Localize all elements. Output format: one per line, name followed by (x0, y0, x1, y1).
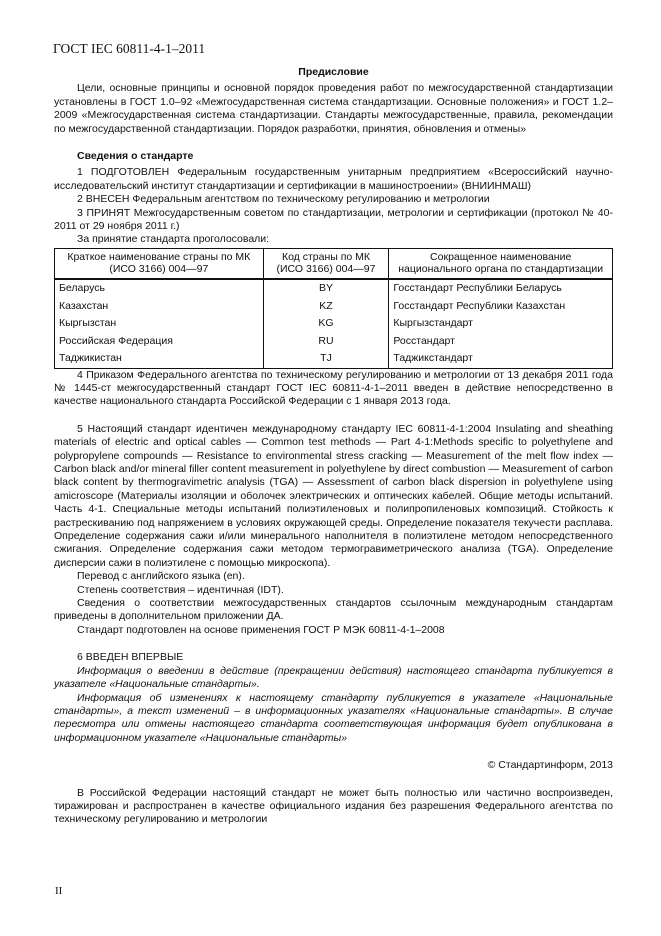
table-cell-country: Казахстан (55, 298, 264, 316)
info-item-2: 2 ВНЕСЕН Федеральным агентством по техническому регулированию и метрологии (77, 193, 490, 206)
table-header-code: Код страны по МК (ИСО 3166) 004—97 (263, 248, 389, 279)
foreword-intro: Цели, основные принципы и основной порядок проведения работ по межгосударственной стандартизации установлены в ГОСТ 1.0–92 «Межгосударственная система стандартизации. Основные положения» и ГОСТ 1.2–2009 «Межгосударственная система стандартизации. Стандарты межгосударственные, правила, рекомендации по межгосударственной стандартизации. Порядок разработки, принятия, обновления и отмены» (54, 82, 613, 135)
spacer (54, 136, 613, 150)
table-row (55, 315, 613, 333)
countries-table (54, 248, 613, 369)
reproduction-restriction: В Российской Федерации настоящий стандарт не может быть полностью или частично воспроизведен, тиражирован и распространен в качестве официального издания без разрешения Федерального агентства по техническому регулированию и метрологии (54, 786, 613, 826)
table-cell-code: KG (263, 315, 389, 333)
item-5-translation: Перевод с английского языка (en). (77, 570, 245, 583)
item-6-paragraph-2: Информация об изменениях к настоящему стандарту публикуется в указателе «Национальные стандарты», а текст изменений – в информационных указателях «Национальные стандарты». В случае пересмотра или отмены настоящего стандарта соответствующая информация будет опубликована в информационном указателе «Национальные стандарты» (54, 691, 613, 744)
table-header-row (55, 248, 613, 279)
table-header-body: Сокращенное наименование национального органа по стандартизации (389, 248, 613, 279)
table-cell-country: Кыргызстан (55, 315, 264, 333)
spacer (54, 773, 613, 787)
table-cell-code: KZ (263, 298, 389, 316)
item-5-references: Сведения о соответствии межгосударственных стандартов ссылочным международным стандартам приведены в дополнительном приложении ДА. (54, 597, 613, 623)
item-5-degree: Степень соответствия – идентичная (IDT). (77, 583, 284, 596)
item-5-basis: Стандарт подготовлен на основе применения ГОСТ Р МЭК 60811-4-1–2008 (77, 623, 445, 636)
table-cell-body: Таджикстандарт (389, 350, 613, 368)
table-cell-body: Росстандарт (389, 333, 613, 351)
table-cell-body: Кыргызстандарт (389, 315, 613, 333)
table-cell-body: Госстандарт Республики Казахстан (389, 298, 613, 316)
table-header-country: Краткое наименование страны по МК (ИСО 3166) 004—97 (55, 248, 264, 279)
table-cell-code: TJ (263, 350, 389, 368)
page-number: II (55, 885, 63, 897)
copyright-line: © Стандартинформ, 2013 (487, 759, 613, 772)
table-cell-code: RU (263, 333, 389, 351)
table-row (55, 279, 613, 298)
spacer (54, 409, 613, 423)
info-voted: За принятие стандарта проголосовали: (77, 233, 270, 246)
table-row (55, 350, 613, 368)
info-item-3: 3 ПРИНЯТ Межгосударственным советом по стандартизации, метрологии и сертификации (протокол № 40-2011 от 29 ноября 2011 г.) (54, 206, 613, 233)
table-cell-body: Госстандарт Республики Беларусь (389, 279, 613, 298)
item-6-paragraph-1: Информация о введении в действие (прекращении действия) настоящего стандарта публикуется в указателе «Национальные стандарты». (54, 664, 613, 691)
table-cell-country: Российская Федерация (55, 333, 264, 351)
table-row (55, 333, 613, 351)
table-cell-code: BY (263, 279, 389, 298)
table-row (55, 298, 613, 316)
document-header-id: ГОСТ IEC 60811-4-1–2011 (53, 41, 206, 56)
table-cell-country: Таджикистан (55, 350, 264, 368)
spacer (54, 745, 613, 759)
item-5: 5 Настоящий стандарт идентичен международному стандарту IEC 60811-4-1:2004 Insulating and sheathing materials of electric and optical cables — Common test methods — Part 4-1:Methods specific to polyethylene and polypropylene compounds — Resistance to environmental stress cracking — Measurement of the melt flow index — Carbon black and/or mineral filler content measurement in polyethylene by direct combustion — Measurement of carbon black content by thermogravimetric analysis (TGA) — Assessment of carbon black dispersion in polyethylene using amicroscope (Материалы изоляции и оболочек электрических и оптических кабелей. Общие методы испытаний. Часть 4-1. Специальные методы испытаний полиэтиленовых и полипропиленовых композиций. Стойкость к растрескиванию под напряжением в условиях окружающей среды. Определение показателя текучести расплава. Определение содержания сажи и/или минерального наполнителя в полиэтилене методом непосредственного сжигания. Определение содержания сажи методом термогравиметрического анализа (TGA). Определение дисперсии сажи в полиэтилене с помощью микроскопа). (54, 422, 613, 569)
page-content (54, 66, 613, 827)
spacer (54, 637, 613, 651)
info-item-1: 1 ПОДГОТОВЛЕН Федеральным государственным унитарным предприятием «Всероссийский научно-исследовательский институт стандартизации и сертификации в машиностроении» (ВНИИНМАШ) (54, 166, 613, 192)
table-cell-country: Беларусь (55, 279, 264, 298)
item-4: 4 Приказом Федерального агентства по техническому регулированию и метрологии от 13 декабря 2011 года № 1445-ст межгосударственный стандарт ГОСТ IEC 60811-4-1–2011 введен в действие непосредственно в качестве национального стандарта Российской Федерации с 1 января 2013 года. (54, 368, 613, 408)
info-heading: Сведения о стандарте (77, 150, 194, 163)
foreword-title: Предисловие (298, 66, 369, 78)
item-6-title: 6 ВВЕДЕН ВПЕРВЫЕ (77, 651, 184, 664)
